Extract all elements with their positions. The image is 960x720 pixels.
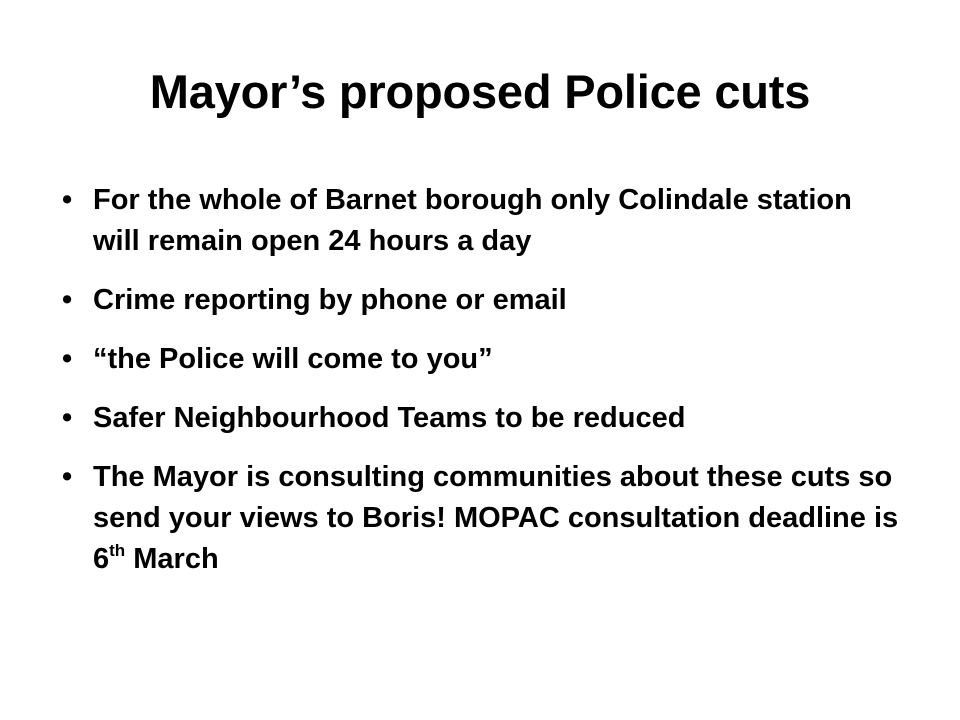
ordinal-superscript: th — [109, 541, 126, 560]
bullet-list — [62, 180, 902, 598]
bullet-text: Crime reporting by phone or email — [93, 284, 567, 316]
bullet-icon: • — [62, 184, 73, 216]
bullet-icon: • — [62, 284, 73, 316]
list-item — [62, 398, 902, 439]
slide-title: Mayor’s proposed Police cuts — [149, 65, 811, 118]
bullet-text: “the Police will come to you” — [93, 343, 493, 375]
bullet-icon: • — [62, 343, 73, 375]
bullet-text-end: March — [125, 543, 219, 575]
list-item — [62, 339, 902, 380]
list-item — [62, 280, 902, 321]
bullet-icon: • — [62, 461, 73, 493]
list-item — [62, 457, 902, 580]
bullet-text: Safer Neighbourhood Teams to be reduced — [93, 402, 686, 434]
bullet-icon: • — [62, 402, 73, 434]
list-item — [62, 180, 902, 262]
bullet-text: The Mayor is consulting communities about these cuts so send your views to Boris! MOPAC consultation deadline is 6 — [93, 461, 899, 575]
bullet-text: For the whole of Barnet borough only Colindale station will remain open 24 hours a day — [93, 184, 852, 257]
